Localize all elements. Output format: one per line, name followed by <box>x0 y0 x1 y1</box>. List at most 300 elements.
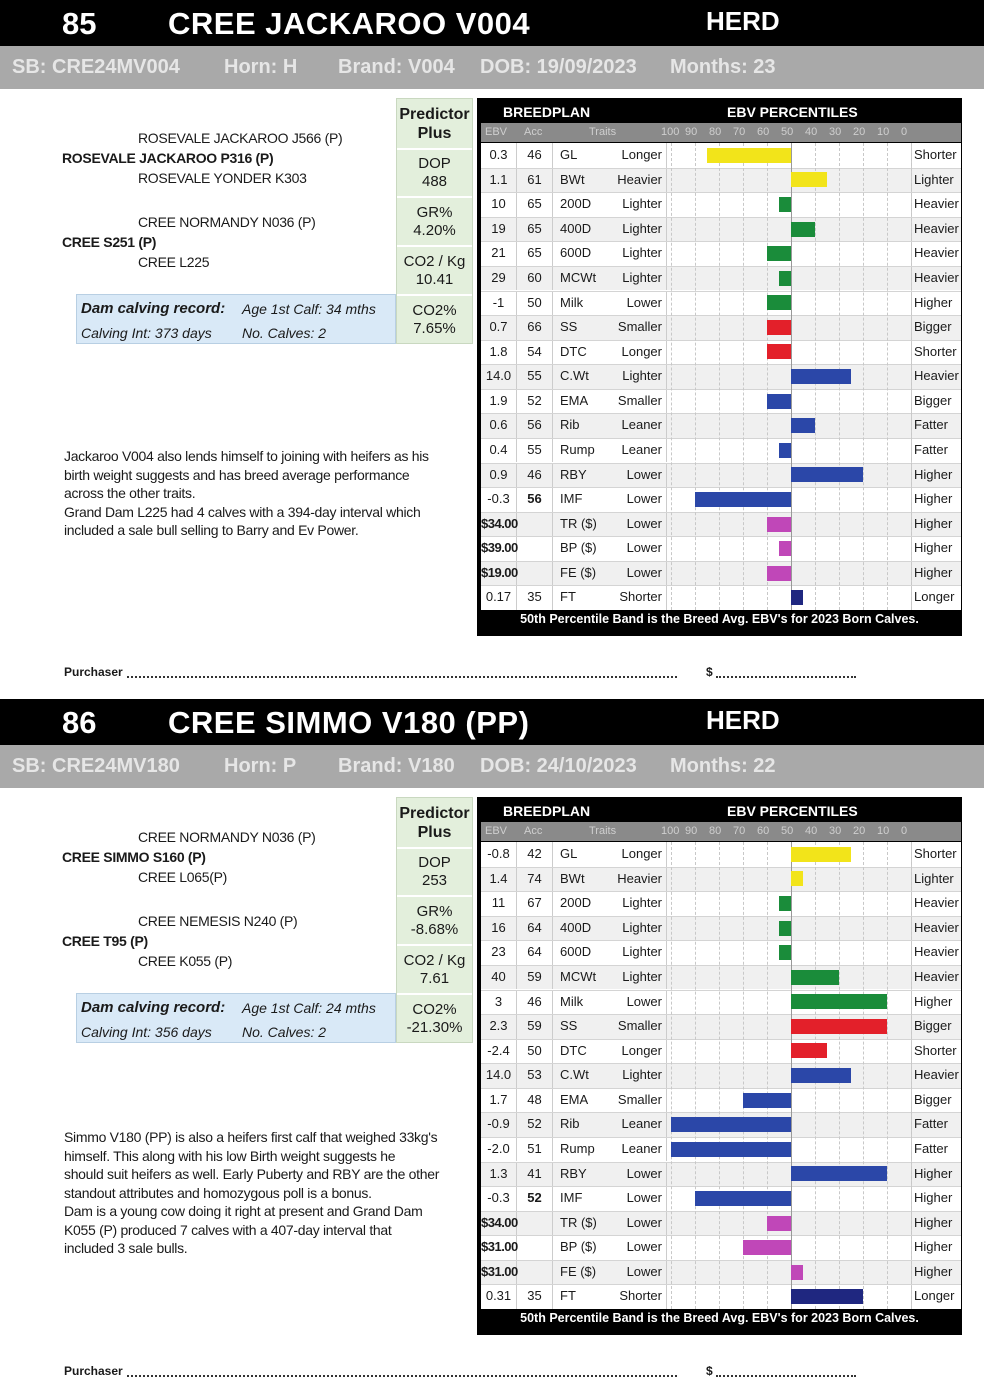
percentile-bar <box>767 517 791 532</box>
pedigree-sire: ROSEVALE JACKAROO P316 (P) <box>62 150 274 166</box>
percentile-bar <box>791 994 887 1009</box>
grid-line <box>887 143 888 610</box>
trait-high-direction: Higher <box>911 561 961 586</box>
trait-high-direction: Heavier <box>911 266 961 291</box>
ebv-value: 14.0 <box>481 364 517 389</box>
trait-high-direction: Lighter <box>911 168 961 193</box>
percentile-bar <box>791 1019 887 1034</box>
trait-low-direction: Lower <box>611 536 667 561</box>
percentile-bar <box>791 871 803 886</box>
herd-label: HERD <box>706 705 780 735</box>
pedigree-dam-sire: CREE NORMANDY N036 (P) <box>138 214 316 230</box>
percentile-bar <box>791 418 815 433</box>
trait-low-direction: Lighter <box>611 241 667 266</box>
dam-calving-label: Dam calving record: <box>81 300 226 317</box>
pedigree-dam-sire: CREE NEMESIS N240 (P) <box>138 913 298 929</box>
scale-tick-label: 20 <box>853 126 866 138</box>
horn-status: Horn: P <box>224 755 297 777</box>
ebv-table <box>477 98 962 636</box>
age-first-calf: Age 1st Calf: 34 mths <box>242 301 376 317</box>
comment-line: included 3 sale bulls. <box>64 1240 188 1256</box>
trait-low-direction: Lower <box>611 291 667 316</box>
age-first-calf: Age 1st Calf: 24 mths <box>242 1000 376 1016</box>
age-months: Months: 23 <box>670 56 776 78</box>
lot-comment <box>64 1128 464 1258</box>
percentile-bar <box>779 896 791 911</box>
gr-value: GR% 4.20% <box>413 204 456 239</box>
accuracy-value: 41 <box>517 1162 553 1187</box>
trait-low-direction: Leaner <box>611 1137 667 1162</box>
trait-high-direction: Longer <box>911 585 961 610</box>
ebv-value: 29 <box>481 266 517 291</box>
ebv-value: $31.00 <box>481 1260 517 1285</box>
accuracy-value: 35 <box>517 585 553 610</box>
dob: DOB: 24/10/2023 <box>480 755 637 777</box>
ebv-value: 0.7 <box>481 315 517 340</box>
percentile-bar <box>695 1191 791 1206</box>
trait-high-direction: Heavier <box>911 364 961 389</box>
ebv-value: 1.3 <box>481 1162 517 1187</box>
pedigree-dam-dam: CREE L225 <box>138 254 210 270</box>
price-line[interactable] <box>716 1375 856 1377</box>
trait-low-direction: Lower <box>611 1235 667 1260</box>
accuracy-value: 42 <box>517 842 553 867</box>
col-traits: Traits <box>589 126 617 138</box>
pedigree-sire-dam: ROSEVALE YONDER K303 <box>138 170 307 186</box>
accuracy-value: 55 <box>517 438 553 463</box>
trait-name: Rib <box>560 1116 580 1132</box>
scale-tick-label: 30 <box>829 825 842 837</box>
trait-high-direction: Longer <box>911 1284 961 1309</box>
percentile-grid <box>671 842 911 1309</box>
percentile-grid <box>671 143 911 610</box>
pedigree-dam: CREE S251 (P) <box>62 234 157 250</box>
price-label: $ <box>706 665 713 679</box>
percentile-bar <box>791 1289 863 1304</box>
trait-name: Milk <box>560 993 584 1009</box>
accuracy-value: 52 <box>517 1186 553 1211</box>
trait-name: TR ($) <box>560 1214 597 1230</box>
scale-tick-label: 0 <box>901 825 908 837</box>
trait-low-direction: Lower <box>611 1211 667 1236</box>
dop-value: DOP 253 <box>418 854 451 889</box>
ebv-value: 10 <box>481 192 517 217</box>
accuracy-value <box>517 512 553 537</box>
trait-low-direction: Smaller <box>611 1014 667 1039</box>
ebv-value: $34.00 <box>481 512 517 537</box>
trait-high-direction: Shorter <box>911 340 961 365</box>
pedigree-dam: CREE T95 (P) <box>62 933 148 949</box>
grid-line <box>743 842 744 1309</box>
trait-high-direction: Fatter <box>911 1112 961 1137</box>
percentile-bar <box>779 197 791 212</box>
trait-name: DTC <box>560 343 587 359</box>
ebv-value: -0.3 <box>481 487 517 512</box>
predictor-label: Predictor <box>399 805 470 822</box>
ebv-value: 14.0 <box>481 1063 517 1088</box>
ebv-value: -0.8 <box>481 842 517 867</box>
predictor-plus-heading <box>397 804 472 842</box>
percentile-bar <box>791 369 851 384</box>
percentile-bar <box>791 222 815 237</box>
percentile-bar <box>779 945 791 960</box>
trait-name: GL <box>560 147 578 162</box>
breedplan-heading: BREEDPLAN <box>503 803 591 819</box>
ebv-column-header <box>481 123 961 142</box>
purchaser-label: Purchaser <box>64 1364 123 1378</box>
divider <box>397 148 472 150</box>
ebv-value: -1 <box>481 291 517 316</box>
accuracy-value: 46 <box>517 463 553 488</box>
ebv-rows <box>481 143 961 610</box>
trait-low-direction: Lower <box>611 487 667 512</box>
accuracy-value: 50 <box>517 291 553 316</box>
comment-line: Dam is a young cow doing it right at present and Grand Dam <box>64 1203 423 1219</box>
comment-line: Grand Dam L225 had 4 calves with a 394-day interval which <box>64 503 421 520</box>
trait-name: BP ($) <box>560 540 597 556</box>
grid-line <box>767 143 768 610</box>
accuracy-value: 53 <box>517 1063 553 1088</box>
grid-line <box>719 143 720 610</box>
ebv-value: 2.3 <box>481 1014 517 1039</box>
trait-low-direction: Lower <box>611 990 667 1015</box>
dop-value: DOP 488 <box>418 155 451 190</box>
lot-info-bar <box>0 745 984 788</box>
scale-tick-label: 10 <box>877 825 890 837</box>
trait-name: DTC <box>560 1042 587 1058</box>
scale-tick-label: 20 <box>853 825 866 837</box>
lot-name: CREE JACKAROO V004 <box>168 6 531 41</box>
grid-line <box>671 143 672 610</box>
percentile-bar <box>767 344 791 359</box>
trait-low-direction: Lighter <box>611 1063 667 1088</box>
accuracy-value: 55 <box>517 364 553 389</box>
trait-high-direction: Higher <box>911 463 961 488</box>
grid-line <box>911 842 912 1309</box>
ebv-value: 40 <box>481 965 517 990</box>
trait-low-direction: Shorter <box>611 585 667 610</box>
trait-name: TR ($) <box>560 515 597 531</box>
trait-low-direction: Shorter <box>611 1284 667 1309</box>
percentile-bar <box>671 1142 791 1157</box>
grid-line <box>743 143 744 610</box>
trait-low-direction: Lower <box>611 1162 667 1187</box>
trait-low-direction: Longer <box>611 340 667 365</box>
col-acc: Acc <box>524 825 543 837</box>
accuracy-value <box>517 1211 553 1236</box>
percentile-bar <box>791 1068 851 1083</box>
purchaser-line[interactable] <box>127 676 677 678</box>
ebv-value: 19 <box>481 217 517 242</box>
percentile-bar <box>671 1117 791 1132</box>
ebv-value: 23 <box>481 940 517 965</box>
trait-high-direction: Bigger <box>911 1014 961 1039</box>
percentile-bar <box>779 443 791 458</box>
scale-tick-label: 40 <box>805 126 818 138</box>
trait-name: IMF <box>560 491 583 507</box>
grid-line <box>671 842 672 1309</box>
trait-name: RBY <box>560 1165 587 1181</box>
trait-name: Rib <box>560 417 580 433</box>
scale-tick-label: 100 <box>661 126 680 138</box>
trait-high-direction: Heavier <box>911 940 961 965</box>
accuracy-value: 61 <box>517 168 553 193</box>
trait-high-direction: Heavier <box>911 891 961 916</box>
trait-name: SS <box>560 1018 578 1034</box>
comment-line: birth weight suggests and has breed average performance <box>64 466 410 483</box>
trait-low-direction: Lower <box>611 1260 667 1285</box>
trait-low-direction: Longer <box>611 842 667 867</box>
accuracy-value: 52 <box>517 1112 553 1137</box>
percentile-bar <box>791 467 863 482</box>
trait-name: FT <box>560 1288 576 1304</box>
ebv-value: 16 <box>481 916 517 941</box>
trait-high-direction: Lighter <box>911 867 961 892</box>
ebv-value: $31.00 <box>481 1235 517 1260</box>
ebv-value: -0.3 <box>481 1186 517 1211</box>
percentile-bar <box>779 271 791 286</box>
ebv-value: 0.31 <box>481 1284 517 1309</box>
percentile-bar <box>767 246 791 261</box>
accuracy-value: 74 <box>517 867 553 892</box>
predictor-plus-panel <box>396 797 473 1043</box>
ebv-value: 0.4 <box>481 438 517 463</box>
number-of-calves: No. Calves: 2 <box>242 1024 327 1040</box>
accuracy-value: 46 <box>517 143 553 168</box>
grid-line <box>767 842 768 1309</box>
scale-tick-label: 60 <box>757 825 770 837</box>
trait-name: FT <box>560 589 576 605</box>
trait-low-direction: Lower <box>611 1186 667 1211</box>
comment-line: standout attributes and homozygous poll is a bonus. <box>64 1184 372 1201</box>
percentile-bar <box>791 970 839 985</box>
accuracy-value <box>517 561 553 586</box>
trait-high-direction: Heavier <box>911 1063 961 1088</box>
age-months: Months: 22 <box>670 755 776 777</box>
lot-name: CREE SIMMO V180 (PP) <box>168 705 530 740</box>
ebv-value: 11 <box>481 891 517 916</box>
trait-low-direction: Smaller <box>611 389 667 414</box>
purchaser-line[interactable] <box>127 1375 677 1377</box>
accuracy-value: 60 <box>517 266 553 291</box>
accuracy-value: 65 <box>517 192 553 217</box>
percentile-bar <box>791 1265 803 1280</box>
comment-line: across the other traits. <box>64 485 196 501</box>
trait-name: BWt <box>560 870 585 886</box>
trait-name: 200D <box>560 196 592 212</box>
scale-tick-label: 70 <box>733 126 746 138</box>
trait-name: MCWt <box>560 269 597 285</box>
ebv-column-header <box>481 822 961 841</box>
trait-high-direction: Shorter <box>911 1039 961 1064</box>
accuracy-value: 48 <box>517 1088 553 1113</box>
price-line[interactable] <box>716 676 856 678</box>
pedigree-dam-dam: CREE K055 (P) <box>138 953 233 969</box>
accuracy-value: 64 <box>517 916 553 941</box>
scale-tick-label: 60 <box>757 126 770 138</box>
accuracy-value <box>517 1260 553 1285</box>
trait-low-direction: Lower <box>611 463 667 488</box>
percentile-bar <box>743 1240 791 1255</box>
accuracy-value: 56 <box>517 413 553 438</box>
trait-low-direction: Lower <box>611 512 667 537</box>
brand: Brand: V180 <box>338 755 455 777</box>
accuracy-value <box>517 536 553 561</box>
scale-tick-label: 90 <box>685 825 698 837</box>
accuracy-value: 59 <box>517 1014 553 1039</box>
trait-high-direction: Bigger <box>911 1088 961 1113</box>
accuracy-value: 59 <box>517 965 553 990</box>
accuracy-value: 65 <box>517 217 553 242</box>
ebv-value: -2.4 <box>481 1039 517 1064</box>
trait-name: 600D <box>560 245 592 261</box>
accuracy-value: 67 <box>517 891 553 916</box>
accuracy-value: 51 <box>517 1137 553 1162</box>
trait-low-direction: Lighter <box>611 192 667 217</box>
trait-high-direction: Higher <box>911 536 961 561</box>
ebv-rows <box>481 842 961 1309</box>
trait-name: IMF <box>560 1190 583 1206</box>
trait-low-direction: Longer <box>611 1039 667 1064</box>
pedigree-sire: CREE SIMMO S160 (P) <box>62 849 206 865</box>
trait-high-direction: Higher <box>911 1235 961 1260</box>
accuracy-value: 64 <box>517 940 553 965</box>
purchaser-label: Purchaser <box>64 665 123 679</box>
plus-label: Plus <box>417 125 452 142</box>
lot-title-bar <box>0 0 984 46</box>
trait-name: MCWt <box>560 968 597 984</box>
divider <box>397 944 472 946</box>
trait-low-direction: Lighter <box>611 217 667 242</box>
trait-high-direction: Heavier <box>911 965 961 990</box>
number-of-calves: No. Calves: 2 <box>242 325 327 341</box>
sb-number: SB: CRE24MV180 <box>12 755 180 777</box>
trait-low-direction: Lighter <box>611 891 667 916</box>
trait-name: C.Wt <box>560 1067 589 1083</box>
accuracy-value: 66 <box>517 315 553 340</box>
percentile-bar <box>791 847 851 862</box>
accuracy-value: 35 <box>517 1284 553 1309</box>
trait-high-direction: Higher <box>911 990 961 1015</box>
ebv-value: 0.3 <box>481 143 517 168</box>
ebv-footer-note: 50th Percentile Band is the Breed Avg. EBV's for 2023 Born Calves. <box>520 1311 919 1325</box>
col-ebv: EBV <box>485 825 508 837</box>
trait-high-direction: Fatter <box>911 438 961 463</box>
divider <box>397 294 472 296</box>
lot-number: 86 <box>62 705 97 740</box>
grid-line <box>911 143 912 610</box>
grid-line <box>719 842 720 1309</box>
scale-tick-label: 90 <box>685 126 698 138</box>
trait-low-direction: Heavier <box>611 867 667 892</box>
trait-name: RBY <box>560 466 587 482</box>
ebv-percentiles-heading: EBV PERCENTILES <box>727 803 858 819</box>
trait-name: BP ($) <box>560 1239 597 1255</box>
pedigree-sire-sire: ROSEVALE JACKAROO J566 (P) <box>138 130 343 146</box>
trait-name: GL <box>560 846 578 861</box>
lot-info-bar <box>0 46 984 89</box>
ebv-value: 1.9 <box>481 389 517 414</box>
lot-86-card <box>0 699 984 1378</box>
trait-high-direction: Heavier <box>911 192 961 217</box>
scale-tick-label: 50 <box>781 126 794 138</box>
scale-tick-label: 30 <box>829 126 842 138</box>
grid-line <box>695 143 696 610</box>
co2-kg-value: CO2 / Kg 7.61 <box>403 952 466 987</box>
ebv-value: 0.6 <box>481 413 517 438</box>
accuracy-value: 50 <box>517 1039 553 1064</box>
percentile-bar <box>767 320 791 335</box>
comment-line: should suit heifers as well. Early Puberty and RBY are the other <box>64 1166 440 1182</box>
trait-low-direction: Lighter <box>611 916 667 941</box>
co2-pct-value: CO2% 7.65% <box>412 302 457 337</box>
ebv-value: -2.0 <box>481 1137 517 1162</box>
accuracy-value: 46 <box>517 990 553 1015</box>
trait-high-direction: Higher <box>911 1211 961 1236</box>
scale-tick-label: 70 <box>733 825 746 837</box>
divider <box>397 847 472 849</box>
percentile-bar <box>791 1043 827 1058</box>
trait-low-direction: Smaller <box>611 1088 667 1113</box>
divider <box>397 245 472 247</box>
trait-low-direction: Lower <box>611 561 667 586</box>
trait-low-direction: Leaner <box>611 438 667 463</box>
predictor-label: Predictor <box>399 106 470 123</box>
percentile-bar <box>779 921 791 936</box>
trait-low-direction: Lighter <box>611 940 667 965</box>
horn-status: Horn: H <box>224 56 298 78</box>
trait-high-direction: Fatter <box>911 1137 961 1162</box>
scale-tick-label: 80 <box>709 825 722 837</box>
col-traits: Traits <box>589 825 617 837</box>
trait-high-direction: Heavier <box>911 916 961 941</box>
comment-line: Jackaroo V004 also lends himself to joining with heifers as his <box>64 448 429 464</box>
brand: Brand: V004 <box>338 56 455 78</box>
sb-number: SB: CRE24MV004 <box>12 56 180 78</box>
grid-line <box>887 842 888 1309</box>
trait-name: C.Wt <box>560 368 589 384</box>
scale-tick-label: 50 <box>781 825 794 837</box>
lot-title-bar <box>0 699 984 745</box>
grid-line <box>863 143 864 610</box>
trait-low-direction: Lighter <box>611 266 667 291</box>
ebv-value: $39.00 <box>481 536 517 561</box>
comment-line: himself. This along with his low Birth weight suggests he <box>64 1147 396 1164</box>
herd-label: HERD <box>706 6 780 36</box>
percentile-bar <box>767 295 791 310</box>
trait-high-direction: Higher <box>911 1186 961 1211</box>
ebv-value: 0.17 <box>481 585 517 610</box>
scale-tick-label: 40 <box>805 825 818 837</box>
dam-calving-label: Dam calving record: <box>81 999 226 1016</box>
trait-name: Milk <box>560 294 584 310</box>
breedplan-heading: BREEDPLAN <box>503 104 591 120</box>
trait-name: EMA <box>560 1091 589 1107</box>
trait-low-direction: Leaner <box>611 1112 667 1137</box>
trait-high-direction: Higher <box>911 512 961 537</box>
ebv-value: $19.00 <box>481 561 517 586</box>
dam-calving-record <box>76 993 396 1043</box>
trait-high-direction: Heavier <box>911 241 961 266</box>
col-ebv: EBV <box>485 126 508 138</box>
grid-line <box>695 842 696 1309</box>
comment-line: K055 (P) produced 7 calves with a 407-day interval that <box>64 1221 392 1238</box>
calving-interval: Calving Int: 356 days <box>81 1024 212 1040</box>
ebv-value: 21 <box>481 241 517 266</box>
comment-line: included a sale bull selling to Barry and Ev Power. <box>64 522 359 538</box>
accuracy-value: 65 <box>517 241 553 266</box>
scale-tick-label: 0 <box>901 126 908 138</box>
